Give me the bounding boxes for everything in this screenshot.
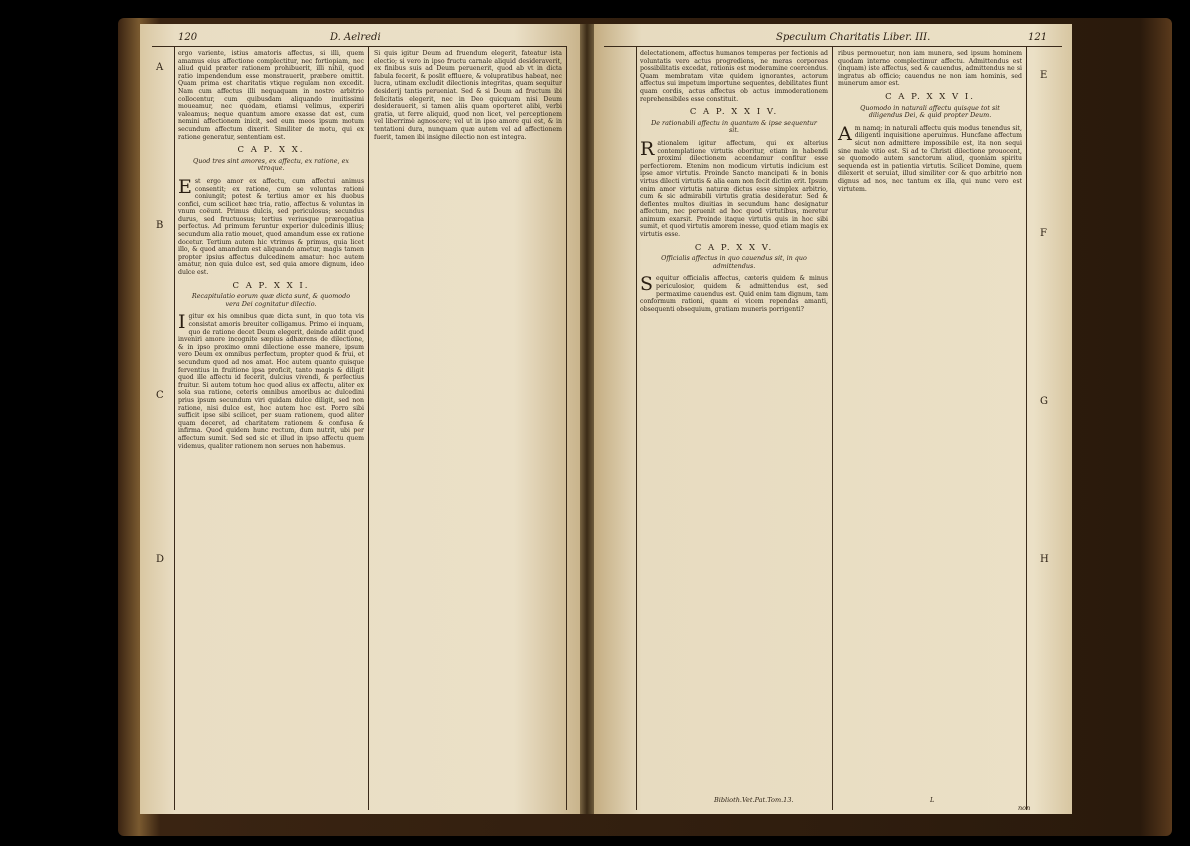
paragraph: st ergo amor ex affectu, cum affectui animus consentit; ex ratione, cum se voluntas rationi coniungit; potest & tertius amor ex his duobus confici, cum scilicet hæc tria, ratio, affectus & voluntas in vnum coëunt. Primus dulcis, sed periculosus; secundus durus, sed fructuosus; tertius veriusque prærogatiua perfectus. Ad primum feruntur experior dulcedinis illius; secundum alia ratio mouet, quod amandum esse ex ratione docetur. Tertium autem hic vtrimus & primus, quia licet illo, & quod amandum est aliquando ametur, magis tamen propter ipsius affectus dulcedinem amatur: hoc autem amatur, non quia dulce est, sed quia amore dignum, ideo dulce est.	[178, 177, 364, 277]
right-column-2	[838, 50, 1022, 804]
header-rule	[152, 46, 566, 47]
paragraph: ationalem igitur affectum, qui ex alterius contemplatione virtutis oboritur, etiam in habendi proximi dilectionem accendamur confitur esse perfectiorem. Etenim non modicum virtutis indicium est ipse amor virtutis. Proinde Sancto mancipati & in bonis virtus dilecti virtutis & alia eam non fecit dictim erit. Ipsum enim amor virtutis naturæ dictus esse simplex arbitrio, cum & sic admirabili virtutis gratia desideratur. Sed & deflentes multos diuitias in secundum hanc designatur affectum, nec peruenit ad hoc quod virtutibus, meretur animum exarsit. Proinde itaque virtutis quis in hoc sibi sumit, et quod virtutis amorem inesse, quod etiam magis ex virtutis esse.	[640, 139, 828, 239]
margin-rule	[174, 46, 175, 810]
drop-cap: R	[640, 137, 655, 160]
paragraph: delectationem, affectus humanos temperas per fectionis ad voluntatis vero actus progrediens, ne meras corporeas possibilitatis excedat, rationis est moderamine coercendus. Quam membratam vitæ quidem ignorantes, actorum affectus sui impetum importune sequentes, debilitates fiunt quam cordis, actus affectus ob actus immoderationem reprehensibiles esse constituit.	[640, 50, 828, 103]
paragraph: Si quis igitur Deum ad fruendum elegerit, fateatur ista electio; si vero in ipso fructu carnale aliquid desideraverit, ex finibus suis ad Deum peruenerit, quod ab vt in dicta fabula fecerit, & poslit effluere, & volupratibus habeat, nec lucra, utinam excludit dilectionis integritas, quam sequitur desiderij tantis perueniat. Sed & si Deum ad fructum ibi felicitatis elegerit, nec in Deo quicquam nisi Deum desiderauerit, si tamen aliis quam oporteret alibi, verbi gratia, ut ferre aliquid, quod non licet, vel perceptionem vel liberrimè agnoscere; vel ut in ipso amore qui est, & in tentationi dura, nunquam quæ autem vel ad affectionem fuerit, tamen ibi insigne dilectio non est integra.	[374, 50, 562, 141]
margin-letter: D	[156, 554, 165, 565]
paragraph: ergo variente, istius amatoris affectus, si illi, quem amamus eius affectione complectitur, nec fortiopiam, nec aliud quid præter rationem prohibuerit, illi nihil, quod ratio impendendum esse monstrauerit, præbere omittit. Quam prima est charitatis vtique regulam non excedit. Nam cum affectus illi nequaquam in nostro arbitrio collocentur, cum quibusdam aliquando inuitissimi moueamur, nec quodam, etiamsi velimus, experiri valeamus; neque quantum amore exasse dat est, cum nemini affectionem inicit, sed eum meos ipsum motum secundum affectum dixerit. Similiter de motu, qui ex ratione generatur, sententiam est.	[178, 50, 364, 141]
chapter-heading: C A P. X X V I.	[885, 91, 975, 102]
chapter-subtitle: De rationabili affectu in quantum & ipse sequentur sit.	[651, 118, 817, 135]
running-head-right: Speculum Charitatis Liber. III.	[776, 32, 931, 43]
page-number-right: 121	[1028, 32, 1048, 43]
margin-letter: E	[1040, 70, 1048, 81]
chapter-heading: C A P. X X I V.	[689, 107, 779, 118]
chapter-heading: C A P. X X I.	[232, 280, 310, 291]
drop-cap: I	[178, 311, 186, 334]
running-head-left: D. Aelredi	[330, 32, 381, 43]
header-rule	[604, 46, 1062, 47]
margin-rule	[636, 46, 637, 810]
chapter-subtitle: Officialis affectus in quo cauendus sit, in quo admittendus.	[661, 254, 807, 270]
paragraph: m namq; in naturali affectu quis modus tenendus sit, diligenti inquisitione aperuimus. Huncfane affectum sicut non admittere impossibile est, ita non sequi sine male vitio est. Si ad te Christi dilectione prouocent, se quomodo autem sanctorum aliud, quoniam spiritu sequenda est in patientia virtutis. Scilicet Domine, quem dilexerit et seruiat, illud similiter cor & quo arbitrio non dignus ad nos, nec tantum ex illa, qui nunc vero est virtutem.	[838, 124, 1022, 193]
chapter-subtitle: Quomodo in naturali affectu quisque tot sit diligendus Dei, & quid propter Deum.	[860, 103, 1000, 120]
right-page	[594, 24, 1072, 814]
chapter-heading: C A P. X X.	[237, 145, 305, 156]
margin-letter: G	[1040, 396, 1048, 407]
right-column-1	[640, 50, 828, 804]
page-number-left: 120	[178, 32, 198, 43]
drop-cap: S	[640, 273, 654, 296]
paragraph: ribus permouetur, non iam munera, sed ipsum hominem quodam interno complectimur affectu. Admittendus est (inquam) iste affectus, sed & cauendus, admittendus ne si ingratus ab officio; cauendus ne non iam hominis, sed munerum amor est.	[838, 50, 1022, 88]
chapter-heading: C A P. X X V.	[694, 242, 774, 253]
column-rule	[832, 46, 833, 810]
paragraph: equitur officialis affectus, cæteris quidem & minus periculosior, quidem & admittendus est, sed permaxime cauendus est. Quid enim tam dignum, tam conformum rationi, quam ei vicem rependas amanti, obsequenti obsequium, gratiam muneris porrigenti?	[640, 275, 828, 313]
chapter-subtitle: Quod tres sint amores, ex affectu, ex ratione, ex vtroque.	[193, 156, 349, 173]
margin-letter: B	[156, 220, 164, 231]
margin-rule	[1026, 46, 1027, 810]
margin-letter: H	[1040, 554, 1049, 565]
catch-word: non	[1018, 804, 1031, 812]
margin-letter: C	[156, 390, 164, 401]
drop-cap: E	[178, 175, 192, 198]
margin-letter: F	[1040, 228, 1047, 239]
left-column-2	[374, 50, 562, 810]
left-column-1	[178, 50, 364, 810]
drop-cap: A	[838, 122, 852, 145]
paragraph: gitur ex his omnibus quæ dicta sunt, in quo tota vis consistat amoris breuiter colligamus. Primo ei inquam, quo de ratione decet Deum elegerit, deinde addit quod inveniri amore incognite sæpius adhærens de dilectione, & in ipso proximo omni dilectione esse manere, ipsum vero Deum ex omnibus perfectum, propter quod & frui, et secundum quod ad nos amat. Hoc autem quanto quisque ferventius in fruitione ipsa proficit, tanto magis & diligit quod ille affectu id fecerit, dulcius vivendi, & perfectius fruitur. Si autem totum hoc quod alius ex affectu, aliter ex sola sua ratione, ceteris omnibus amoribus ac dulcedini prius ipsum secundum viri quidam dulce diligit, sed non ratione, nisi dulce est, hoc autem hoc est. Porro sibi sufficit ipse sibi scilicet, per suam rationem, quod aliter quam deceret, ad charitatem rationem & confusa & infirma. Quod quidem hunc rectum, dum nutrit, ubi per affectum sumit. Sed sed sic et illud in ipso affectu quem videmus, qualiter rationem non serues non habemus.	[178, 313, 364, 450]
margin-letter: A	[156, 62, 164, 73]
footer-signature: Biblioth.Vet.Pat.Tom.13.	[714, 796, 794, 804]
signature-mark: L	[930, 796, 935, 804]
left-page	[140, 24, 580, 814]
margin-rule	[566, 46, 567, 810]
column-rule	[368, 46, 369, 810]
chapter-subtitle: Recapitulatio eorum quæ dicta sunt, & quomodo vera Dei cognitatur dilectio.	[191, 292, 351, 308]
